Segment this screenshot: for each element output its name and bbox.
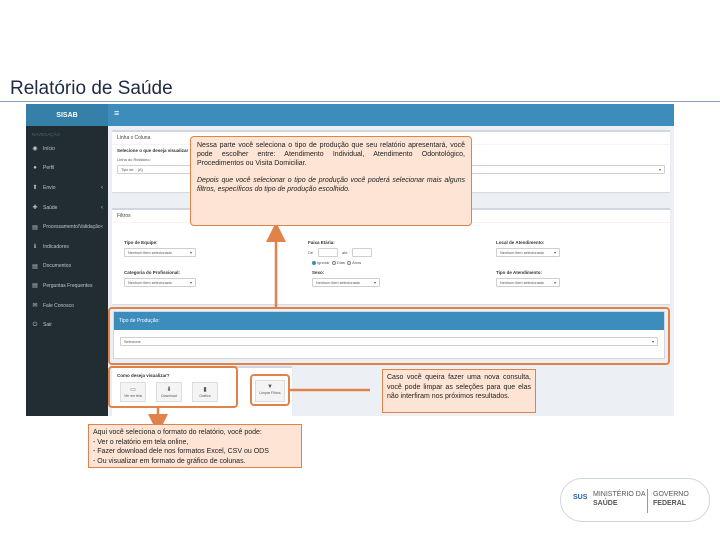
chevron-down-icon: ▾ [651, 339, 654, 344]
sidebar-item[interactable] [26, 237, 108, 257]
info-icon: ℹ [33, 244, 37, 251]
format-button-label: Gráfico [199, 394, 211, 398]
sidebar-item[interactable] [26, 178, 108, 198]
linha-relatorio-label: Linha do Relatório: [117, 157, 151, 162]
sexo-label: Sexo: [312, 270, 325, 275]
download-icon: ⬇ [166, 387, 172, 393]
monitor-icon: ▭ [130, 387, 136, 393]
tipo-producao-title: Tipo de Produção: [114, 312, 664, 330]
faixa-ate-label: até [342, 250, 348, 255]
sidebar-item-label: Fale Conosco [43, 302, 74, 309]
tipo-producao-value: Selecione [124, 340, 141, 344]
logo-divider [647, 489, 648, 513]
highlight-limpar [250, 374, 290, 406]
radio-dias-label: Dias [336, 260, 345, 265]
tipo-atendimento-value: Nenhum item selecionado [500, 281, 544, 285]
chevron-down-icon: ▾ [189, 250, 192, 255]
file-icon: ▤ [32, 224, 38, 231]
formato-label: Como deseja visualizar? [117, 373, 170, 378]
ministerio-line1: MINISTÉRIO DA [593, 491, 646, 498]
chevron-down-icon: ▾ [373, 280, 376, 285]
radio-dias[interactable] [332, 261, 336, 265]
format-button-label: Download [161, 394, 177, 398]
sidebar-item[interactable] [26, 198, 108, 218]
limpar-filtros-label: Limpar Filtros [259, 391, 281, 395]
sidebar-item-label: Sair [43, 322, 52, 329]
categoria-select[interactable] [124, 278, 196, 287]
upload-icon: ⬆ [32, 185, 38, 192]
local-atendimento-label: Local de Atendimento: [496, 240, 545, 245]
faixa-ate-input[interactable] [352, 248, 372, 257]
chart-icon: ▮ [203, 387, 207, 393]
health-icon: ✚ [32, 205, 38, 212]
filter-icon: ▼ [267, 384, 273, 390]
sidebar-item-label: Processamento/Validação [43, 224, 101, 231]
top-navbar [108, 104, 674, 126]
logout-icon: ⏻ [32, 321, 38, 328]
linha-coluna-title: Linha x Coluna [112, 132, 670, 145]
sidebar-item-label: Início [43, 145, 55, 152]
faixa-etaria-label: Faixa Etária: [308, 240, 335, 245]
radio-anos-label: Anos [352, 260, 362, 265]
note-formato-item: - Fazer download dele nos formatos Excel, CSV ou ODS [93, 448, 269, 456]
ministerio-line2: SAÚDE [593, 500, 618, 507]
tipo-atendimento-label: Tipo de Atendimento: [496, 270, 542, 275]
governo-line2: FEDERAL [653, 500, 687, 507]
sexo-value: Nenhum item selecionado [316, 281, 360, 285]
chevron-down-icon: ▾ [189, 280, 192, 285]
radio-ignorar-label: Ignorar [317, 260, 330, 265]
local-atendimento-select[interactable] [496, 248, 560, 257]
sidebar-item-label: Saúde [43, 204, 58, 211]
note-limpar-filtros: Caso você queira fazer uma nova consulta, você pode limpar as seleções para que elas não interfiram nos próximos resultados. [382, 369, 536, 413]
sidebar-item-label: Perfil [43, 165, 55, 172]
categoria-value: Nenhum item selecionado [128, 281, 172, 285]
ministerio-logo [560, 478, 710, 522]
chevron-down-icon: ▾ [658, 167, 661, 172]
note-formato-item: - Ou visualizar em formato de gráfico de colunas. [93, 457, 246, 465]
sidebar-item[interactable] [26, 296, 108, 316]
sidebar [26, 104, 108, 416]
tipo-equipe-value: Nenhum item selecionado [128, 251, 172, 255]
sus-logo-text: SUS [573, 494, 588, 501]
sidebar-item[interactable] [26, 159, 108, 179]
faixa-radio-group [312, 260, 361, 265]
linha-relatorio-value: Tipo de... (A) [121, 168, 143, 172]
sidebar-item[interactable] [26, 217, 108, 237]
note-formato [88, 424, 302, 468]
mail-icon: ✉ [32, 303, 38, 310]
sidebar-item-label: Envio [43, 184, 56, 191]
chevron-down-icon: ▾ [553, 250, 556, 255]
categoria-label: Categoria do Profissional: [124, 270, 181, 275]
question-icon: ▤ [32, 283, 38, 290]
filtros-title: Filtros [112, 210, 670, 223]
governo-line1: GOVERNO [653, 491, 689, 498]
nav-header: NAVEGAÇÃO [32, 132, 61, 137]
tipo-equipe-select[interactable] [124, 248, 196, 257]
nav-list [26, 139, 108, 335]
sidebar-item[interactable] [26, 257, 108, 277]
local-atendimento-value: Nenhum item selecionado [500, 251, 544, 255]
brand-logo[interactable]: SISAB [26, 104, 108, 126]
faixa-de-input[interactable] [318, 248, 338, 257]
chevron-left-icon: ‹ [101, 204, 103, 211]
user-icon: ● [33, 165, 37, 172]
sidebar-item-label: Indicadores [43, 243, 69, 250]
chevron-left-icon: ‹ [101, 184, 103, 191]
governo-text [653, 490, 689, 508]
radio-anos[interactable] [347, 261, 351, 265]
title-divider [0, 101, 720, 102]
linha-coluna-label: Selecione o que deseja visualizar [117, 148, 189, 153]
note-formato-item: - Ver o relatório em tela online, [93, 438, 189, 446]
tipo-atendimento-select[interactable] [496, 278, 560, 287]
tipo-equipe-label: Tipo de Equipe: [124, 240, 158, 245]
format-button-label: Ver em tela [124, 394, 142, 398]
sidebar-item[interactable] [26, 276, 108, 296]
callout-tipo-producao-p1: Nessa parte você seleciona o tipo de produção que seu relatório apresentará, você pode escolher entre: Atendimento Individual, Atendimento Odontológico, Procedimentos ou Visita Domiciliar. [197, 142, 465, 167]
sidebar-item-label: Perguntas Frequentes [43, 282, 93, 289]
document-icon: ▤ [32, 263, 38, 270]
ministerio-text [593, 490, 646, 508]
callout-tipo-producao-p2: Depois que você selecionar o tipo de produção você poderá selecionar mais alguns filtros, específicos do tipo de produção escolhido. [197, 177, 465, 193]
callout-tipo-producao [190, 136, 472, 226]
menu-toggle-icon[interactable]: ≡ [114, 108, 120, 118]
note-formato-intro: Aqui você seleciona o formato do relatório, você pode: [93, 429, 262, 436]
chevron-down-icon: ▾ [553, 280, 556, 285]
slide-title: Relatório de Saúde [10, 78, 173, 99]
sidebar-item[interactable] [26, 139, 108, 159]
highlight-formato [108, 366, 238, 408]
highlight-tipo-producao [108, 307, 670, 365]
sidebar-item[interactable] [26, 315, 108, 335]
chevron-left-icon: ‹ [101, 224, 103, 231]
radio-ignorar[interactable] [312, 261, 316, 265]
sexo-select[interactable] [312, 278, 380, 287]
dashboard-icon: ◉ [32, 146, 38, 153]
sidebar-item-label: Documentos [43, 263, 72, 270]
faixa-de-label: De [308, 250, 314, 255]
